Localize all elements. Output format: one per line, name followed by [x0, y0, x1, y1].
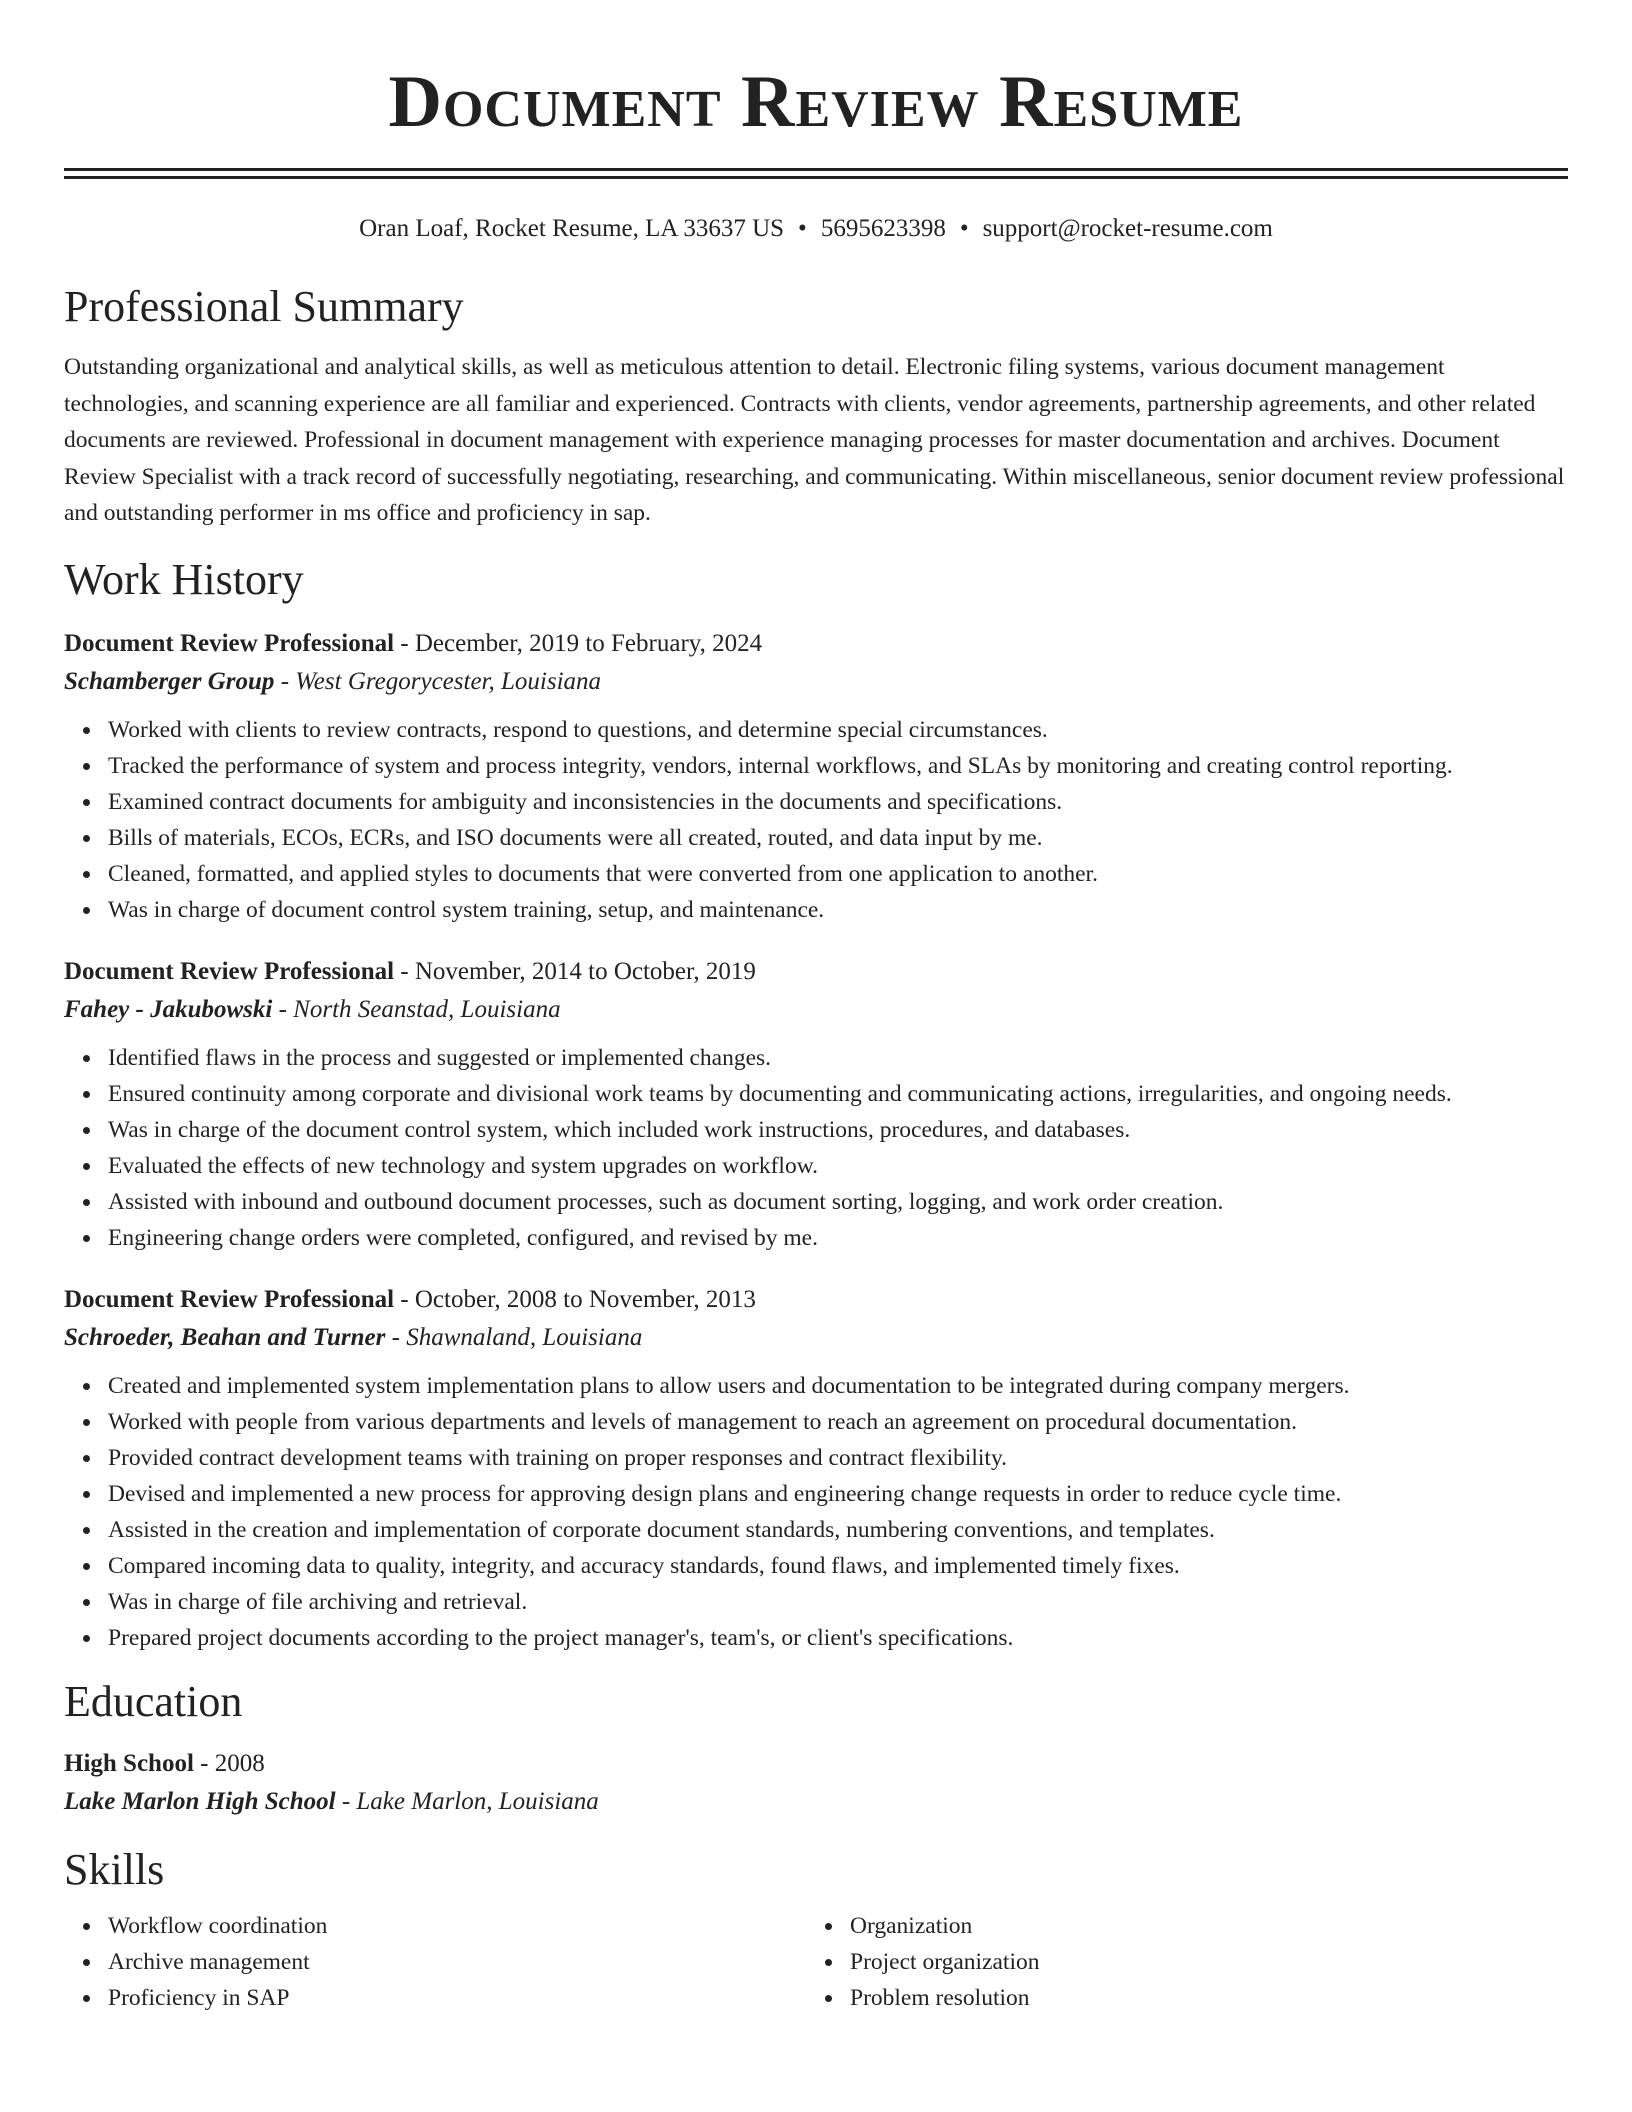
skills-column-right: [806, 1908, 1548, 2016]
job-entry: [64, 1282, 1568, 1656]
skills-column-left: [64, 1908, 806, 2016]
list-item: Worked with clients to review contracts, respond to questions, and determine special circumstances.: [108, 712, 1568, 748]
job-dates: - December, 2019 to February, 2024: [394, 629, 763, 657]
list-item: Engineering change orders were completed, configured, and revised by me.: [108, 1220, 1568, 1256]
graduation-year: - 2008: [193, 1749, 265, 1777]
job-title: Document Review Professional: [64, 629, 395, 657]
skill-item: Archive management: [108, 1944, 806, 1980]
degree: High School: [64, 1749, 194, 1777]
job-bullets: [64, 712, 1568, 928]
job-company: Schroeder, Beahan and Turner: [64, 1323, 386, 1351]
bullet-separator: •: [959, 215, 969, 242]
title-divider-bottom: [64, 176, 1568, 179]
list-item: Prepared project documents according to the project manager's, team's, or client's specifications.: [108, 1620, 1568, 1656]
school-location: - Lake Marlon, Louisiana: [335, 1787, 599, 1815]
skills-grid: [64, 1908, 1568, 2016]
list-item: Ensured continuity among corporate and divisional work teams by documenting and communicating actions, irregularities, and ongoing needs.: [108, 1076, 1568, 1112]
skill-item: Workflow coordination: [108, 1908, 806, 1944]
contact-email: support@rocket-resume.com: [982, 215, 1273, 242]
job-company-line: [64, 1318, 1568, 1358]
list-item: Compared incoming data to quality, integrity, and accuracy standards, found flaws, and implemented timely fixes.: [108, 1548, 1568, 1584]
job-bullets: [64, 1040, 1568, 1256]
contact-address: Oran Loaf, Rocket Resume, LA 33637 US: [359, 215, 785, 242]
degree-line: [64, 1746, 1568, 1782]
skill-item: Project organization: [850, 1944, 1548, 1980]
job-title-line: [64, 626, 1568, 662]
job-entry: [64, 954, 1568, 1256]
skills-heading: Skills: [64, 1844, 165, 1894]
list-item: Provided contract development teams with training on proper responses and contract flexibility.: [108, 1440, 1568, 1476]
education-heading: Education: [64, 1676, 243, 1726]
summary-text: Outstanding organizational and analytical skills, as well as meticulous attention to detail. Electronic filing systems, various document management technologies, and scanning experience are all familiar and experienced. Contracts with clients, vendor agreements, partnership agreements, and other related documents are reviewed. Professional in document management with experience managing processes for master documentation and archives. Document Review Specialist with a track record of successfully negotiating, researching, and communicating. Within miscellaneous, senior document review professional and outstanding performer in ms office and proficiency in sap.: [64, 354, 1565, 526]
contact-phone: 5695623398: [820, 215, 946, 242]
school-name: Lake Marlon High School: [64, 1787, 336, 1815]
list-item: Worked with people from various departments and levels of management to reach an agreement on procedural documentation.: [108, 1404, 1568, 1440]
job-company-line: [64, 662, 1568, 702]
job-dates: - November, 2014 to October, 2019: [394, 957, 756, 985]
list-item: Bills of materials, ECOs, ECRs, and ISO documents were all created, routed, and data input by me.: [108, 820, 1568, 856]
list-item: Created and implemented system implementation plans to allow users and documentation to be integrated during company mergers.: [108, 1368, 1568, 1404]
list-item: Was in charge of the document control system, which included work instructions, procedures, and databases.: [108, 1112, 1568, 1148]
job-title: Document Review Professional: [64, 957, 395, 985]
list-item: Devised and implemented a new process for approving design plans and engineering change requests in order to reduce cycle time.: [108, 1476, 1568, 1512]
page-title: Document Review Resume: [388, 61, 1244, 143]
education-entry: [64, 1746, 1568, 1822]
job-location: - West Gregorycester, Louisiana: [274, 667, 602, 695]
job-location: - North Seanstad, Louisiana: [272, 995, 561, 1023]
job-title-line: [64, 1282, 1568, 1318]
list-item: Evaluated the effects of new technology and system upgrades on workflow.: [108, 1148, 1568, 1184]
list-item: Assisted in the creation and implementation of corporate document standards, numbering conventions, and templates.: [108, 1512, 1568, 1548]
job-bullets: [64, 1368, 1568, 1656]
job-entry: [64, 626, 1568, 928]
skill-item: Organization: [850, 1908, 1548, 1944]
contact-line: [64, 213, 1568, 245]
list-item: Was in charge of file archiving and retrieval.: [108, 1584, 1568, 1620]
list-item: Cleaned, formatted, and applied styles to documents that were converted from one application to another.: [108, 856, 1568, 892]
summary-heading: Professional Summary: [64, 282, 464, 331]
job-title: Document Review Professional: [64, 1285, 395, 1313]
skill-item: Proficiency in SAP: [108, 1980, 806, 2016]
list-item: Tracked the performance of system and process integrity, vendors, internal workflows, and SLAs by monitoring and creating control reporting.: [108, 748, 1568, 784]
job-company: Fahey - Jakubowski: [64, 995, 273, 1023]
job-company: Schamberger Group: [64, 667, 275, 695]
job-company-line: [64, 990, 1568, 1030]
bullet-separator: •: [798, 215, 807, 242]
list-item: Examined contract documents for ambiguity and inconsistencies in the documents and specifications.: [108, 784, 1568, 820]
list-item: Assisted with inbound and outbound document processes, such as document sorting, logging, and work order creation.: [108, 1184, 1568, 1220]
work-history-heading: Work History: [64, 554, 304, 604]
job-title-line: [64, 954, 1568, 990]
job-dates: - October, 2008 to November, 2013: [394, 1285, 756, 1313]
school-line: [64, 1782, 1568, 1822]
list-item: Was in charge of document control system training, setup, and maintenance.: [108, 892, 1568, 928]
list-item: Identified flaws in the process and suggested or implemented changes.: [108, 1040, 1568, 1076]
job-location: - Shawnaland, Louisiana: [385, 1323, 643, 1351]
skill-item: Problem resolution: [850, 1980, 1548, 2016]
